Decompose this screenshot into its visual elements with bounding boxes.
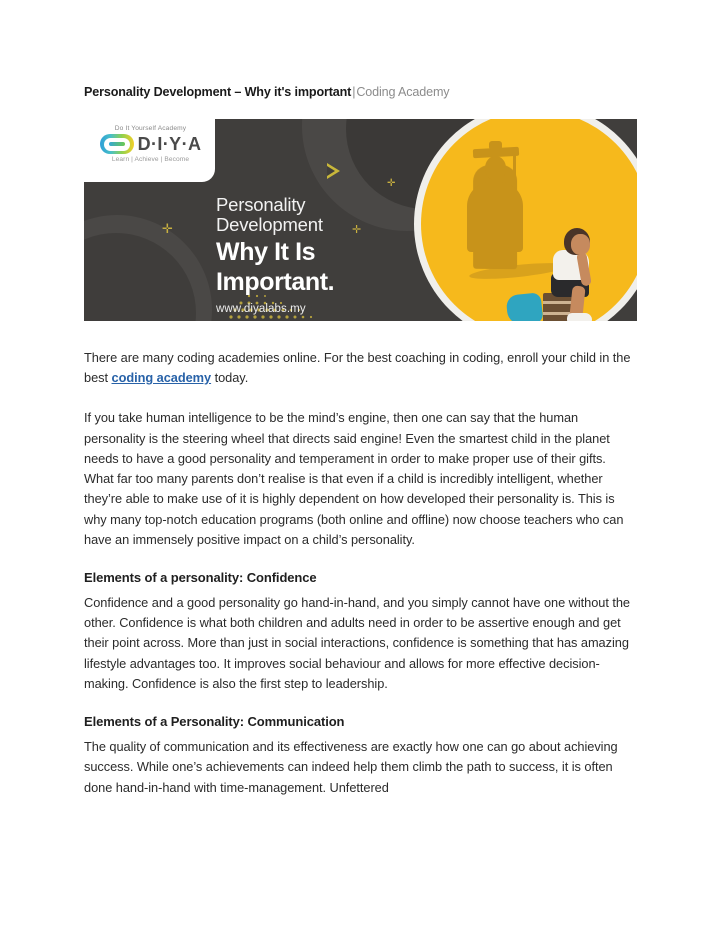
backpack-icon <box>506 292 544 321</box>
paragraph-communication: The quality of communication and its effectiveness are exactly how one can go about achieving success. While one’s achievements can indeed help them climb the path to success, it is often done hand-in-hand with time-management. Unfettered <box>84 739 618 795</box>
logo-tagline-top: Do It Yourself Academy <box>114 125 187 132</box>
paragraph-intro-part1: There are many coding academies online. For the best coaching in coding, enroll your child in the best <box>84 350 631 386</box>
banner-headline-bold1: Why It Is <box>216 237 316 266</box>
banner-headline-bold2-wrap <box>216 269 334 296</box>
paragraph-confidence: Confidence and a good personality go hand-in-hand, and you simply cannot have one without the other. Confidence is what both children and adults need in order to be assertive enough and get their point across. More than just in social interactions, confidence is something that has amazing lifestyle advantages too. It improves social behaviour and allows for more effective decision-making. Confidence is also the first step to leadership. <box>84 594 630 691</box>
sparkle-icon: ✛ <box>387 178 396 189</box>
section-heading-communication: Elements of a Personality: Communication <box>84 714 345 730</box>
banner-headline-line2: Development <box>216 213 323 235</box>
yellow-circle-photo <box>421 119 637 321</box>
sparkle-icon: ✛ <box>162 222 173 237</box>
logo-tagline-bottom: Learn | Achieve | Become <box>111 156 190 163</box>
graduate-silhouette-head <box>485 156 506 180</box>
diya-infinity-icon <box>100 134 134 154</box>
banner-headline-period: . <box>327 268 335 297</box>
article-banner-image <box>84 119 637 321</box>
section-heading-confidence: Elements of a personality: Confidence <box>84 569 317 585</box>
graduation-tassel <box>513 154 516 184</box>
paragraph-body-1: If you take human intelligence to be the mind’s engine, then one can say that the human personality is the steering wheel that directs said engine! Even the smartest child in the planet needs to have a good personality and temperament in order to make proper use of their gifts. What far too many parents don’t realise is that even if a child is incredibly intelligent, whether they’re able to make use of it is highly dependent on how developed their personality is. This is why many top-notch education programs (both online and offline) now choose teachers who can have an immensely positive impact on a child’s personality. <box>84 410 624 547</box>
girl-face <box>571 234 590 255</box>
play-triangle-icon <box>327 163 340 179</box>
page-title <box>84 84 638 101</box>
banner-headline-line1: Personality <box>216 194 306 215</box>
coding-academy-link[interactable]: coding academy <box>111 370 212 386</box>
graduation-cap-top <box>489 141 502 150</box>
page-title-site: Coding Academy <box>356 85 450 99</box>
page-title-main: Personality Development – Why it's important <box>84 85 352 99</box>
banner-url: www.diyalabs.my <box>216 302 306 315</box>
banner-headline-bold2: Important <box>216 268 328 297</box>
logo-main <box>92 134 209 154</box>
logo-wordmark: D·I·Y·A <box>137 134 202 154</box>
diya-logo-card <box>84 119 215 182</box>
article-content <box>84 84 638 798</box>
paragraph-intro-part2: today. <box>211 370 249 386</box>
sparkle-icon: ✛ <box>352 223 362 236</box>
page-title-separator: | <box>352 85 356 99</box>
banner-headline <box>216 195 334 315</box>
girl-shoe <box>567 313 592 321</box>
graduate-silhouette-shoulders <box>467 182 523 252</box>
paragraph-intro <box>84 348 638 388</box>
